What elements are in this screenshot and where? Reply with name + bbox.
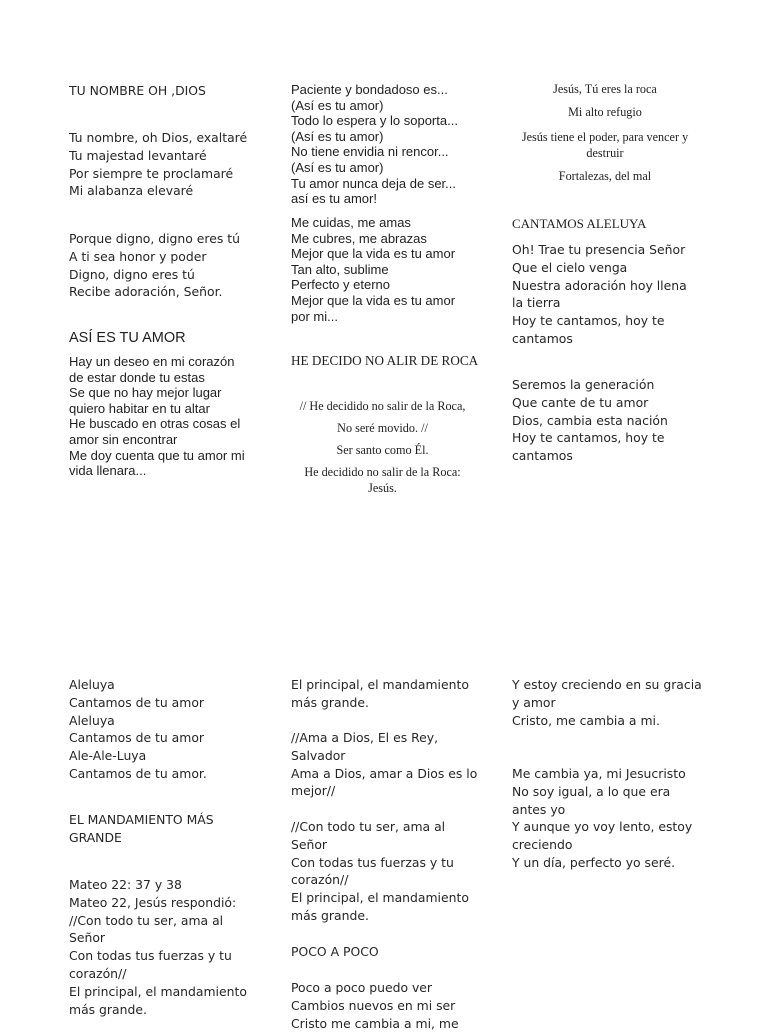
lyrics-stanza: Aleluya Cantamos de tu amor Aleluya Cantamos de tu amor Ale-Ale-Luya Cantamos de tu amor.: [69, 677, 207, 781]
lyrics-stanza: Seremos la generación Que cante de tu amor Dios, cambia esta nación Hoy te cantamos, hoy te cantamos: [512, 377, 668, 464]
lyrics-stanza: Y estoy creciendo en su gracia y amor Cristo, me cambia a mi.: [512, 677, 702, 728]
song-title-asi-es-tu-amor: ASÍ ES TU AMOR: [69, 330, 186, 346]
song-title-poco-a-poco: POCO A POCO: [291, 944, 379, 959]
lyrics-stanza: Poco a poco puedo ver Cambios nuevos en mi ser Cristo me cambia a mi, me: [291, 980, 459, 1031]
lyrics-line: Jesús tiene el poder, para vencer y destruir: [521, 130, 689, 160]
lyrics-stanza: El principal, el mandamiento más grande.: [291, 677, 469, 710]
song-title-tu-nombre: TU NOMBRE OH ,DIOS: [69, 83, 206, 98]
lyrics-stanza: //Con todo tu ser, ama al Señor Con todas tus fuerzas y tu corazón// El principal, el mandamiento más grande.: [291, 819, 469, 923]
lyrics-line: He decidido no salir de la Roca: Jesús.: [304, 465, 461, 495]
lyrics-stanza: Me cuidas, me amas Me cubres, me abrazas Mejor que la vida es tu amor Tan alto, sublime Perfecto y eterno Mejor que la vida es tu amor por mi...: [291, 215, 456, 324]
lyrics-line: Mi alto refugio: [568, 105, 642, 119]
song-title-cantamos-aleluya: CANTAMOS ALELUYA: [512, 216, 647, 231]
lyrics-line: Ser santo como Él.: [336, 443, 429, 457]
lyrics-stanza: Tu nombre, oh Dios, exaltaré Tu majestad levantaré Por siempre te proclamaré Mi alabanza elevaré: [69, 130, 248, 199]
lyrics-stanza: Hay un deseo en mi corazón de estar donde tu estas Se que no hay mejor lugar quiero habitar en tu altar He buscado en otras cosas el amor sin encontrar Me doy cuenta que tu amor mi vida llenara...: [69, 354, 245, 479]
song-title-el-mandamiento: EL MANDAMIENTO MÁS GRANDE: [69, 812, 214, 845]
lyrics-stanza: Me cambia ya, mi Jesucristo No soy igual, a lo que era antes yo Y aunque yo voy lento, estoy creciendo Y un día, perfecto yo seré.: [512, 766, 693, 870]
lyrics-stanza: Mateo 22: 37 y 38 Mateo 22, Jesús respondió: //Con todo tu ser, ama al Señor Con todas tus fuerzas y tu corazón// El principal, el mandamiento más grande.: [69, 877, 247, 1017]
lyrics-line: Jesús, Tú eres la roca: [553, 82, 657, 96]
lyrics-line: Fortalezas, del mal: [558, 169, 652, 183]
lyrics-line: No seré movido. //: [337, 421, 428, 435]
lyrics-line: // He decidido no salir de la Roca,: [299, 399, 466, 413]
song-title-he-decidido: HE DECIDO NO ALIR DE ROCA: [291, 353, 479, 368]
lyrics-stanza: Oh! Trae tu presencia Señor Que el cielo venga Nuestra adoración hoy llena la tierra Hoy te cantamos, hoy te cantamos: [512, 242, 687, 346]
lyrics-stanza: Porque digno, digno eres tú A ti sea honor y poder Digno, digno eres tú Recibe adoración, Señor.: [69, 231, 240, 300]
lyrics-stanza: //Ama a Dios, El es Rey, Salvador Ama a Dios, amar a Dios es lo mejor//: [291, 730, 478, 799]
lyrics-stanza: Paciente y bondadoso es... (Así es tu amor) Todo lo espera y lo soporta... (Así es tu amor) No tiene envidia ni rencor... (Así es tu amor) Tu amor nunca deja de ser... así es tu amor!: [291, 82, 458, 207]
